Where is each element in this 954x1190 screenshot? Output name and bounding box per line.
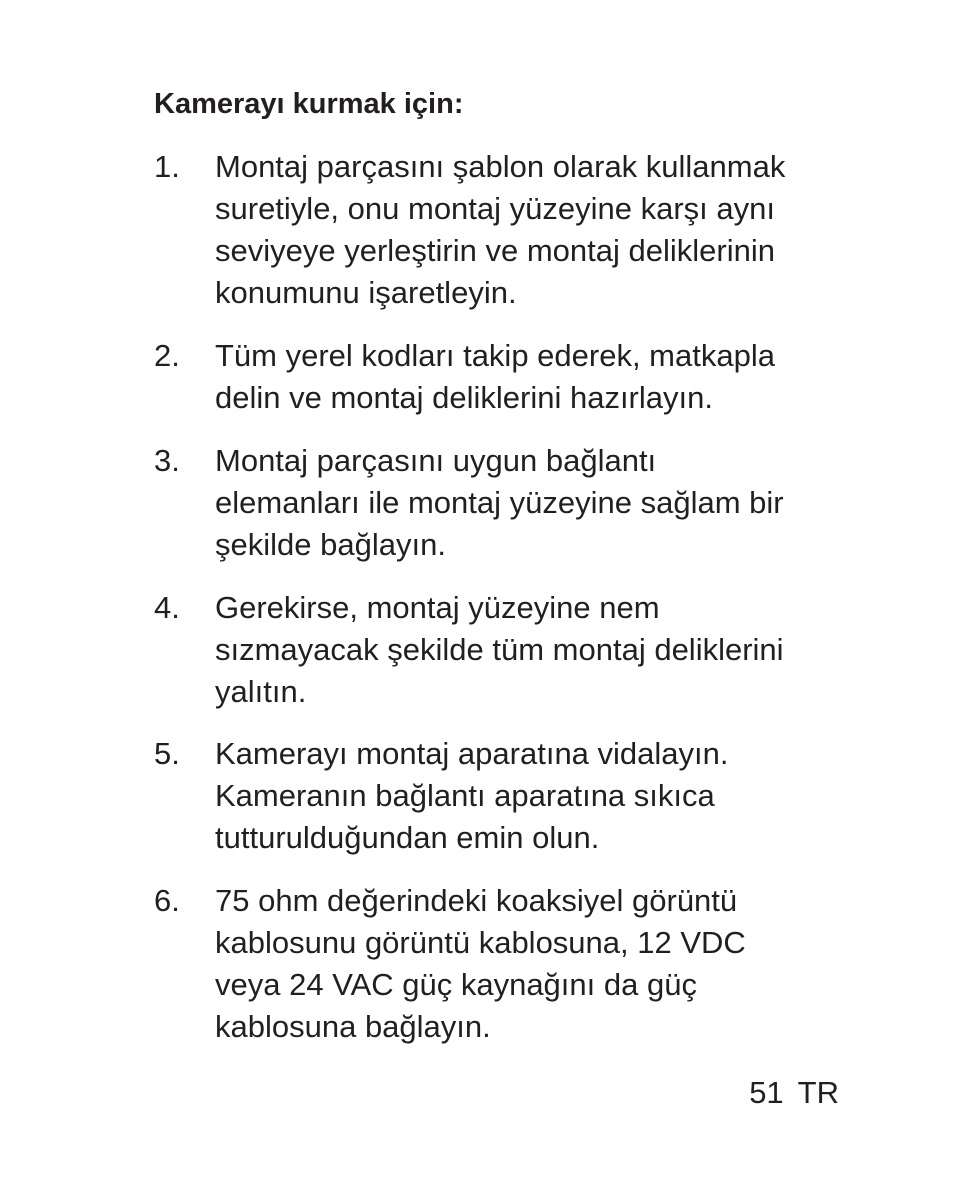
list-item [154, 733, 854, 859]
step-text [215, 335, 854, 419]
step-line: kablosuna bağlayın. [215, 1009, 491, 1044]
list-item [154, 880, 854, 1048]
step-line: Montaj parçasını uygun bağlantı [215, 443, 657, 478]
step-line: delin ve montaj deliklerini hazırlayın. [215, 380, 713, 415]
step-number: 4. [154, 590, 180, 625]
step-number: 2. [154, 338, 180, 373]
step-line: Montaj parçasını şablon olarak kullanmak [215, 149, 786, 184]
language-code: TR [797, 1075, 839, 1110]
step-line: konumunu işaretleyin. [215, 275, 517, 310]
step-text [215, 880, 854, 1048]
step-text [215, 733, 854, 859]
list-item [154, 440, 854, 566]
step-line: sızmayacak şekilde tüm montaj deliklerini [215, 632, 784, 667]
step-line: suretiyle, onu montaj yüzeyine karşı aynı [215, 191, 775, 226]
step-line: 75 ohm değerindeki koaksiyel görüntü [215, 883, 738, 918]
step-line: Tüm yerel kodları takip ederek, matkapla [215, 338, 775, 373]
step-number: 6. [154, 883, 180, 918]
step-number: 3. [154, 443, 180, 478]
step-line: Kameranın bağlantı aparatına sıkıca [215, 778, 715, 813]
page-footer [749, 1072, 839, 1114]
step-line: yalıtın. [215, 674, 307, 709]
step-text [215, 587, 854, 713]
step-line: Gerekirse, montaj yüzeyine nem [215, 590, 660, 625]
section-heading: Kamerayı kurmak için: [154, 88, 464, 120]
step-number: 1. [154, 149, 180, 184]
step-line: kablosunu görüntü kablosuna, 12 VDC [215, 925, 746, 960]
step-line: Kamerayı montaj aparatına vidalayın. [215, 736, 729, 771]
step-line: şekilde bağlayın. [215, 527, 446, 562]
step-text [215, 146, 854, 314]
step-line: veya 24 VAC güç kaynağını da güç [215, 967, 697, 1002]
list-item [154, 587, 854, 713]
step-text [215, 440, 854, 566]
list-item [154, 146, 854, 314]
step-number: 5. [154, 736, 180, 771]
step-line: seviyeye yerleştirin ve montaj deliklerinin [215, 233, 775, 268]
list-item [154, 335, 854, 419]
step-line: tutturulduğundan emin olun. [215, 820, 600, 855]
page-number: 51 [749, 1075, 784, 1110]
step-line: elemanları ile montaj yüzeyine sağlam bir [215, 485, 784, 520]
